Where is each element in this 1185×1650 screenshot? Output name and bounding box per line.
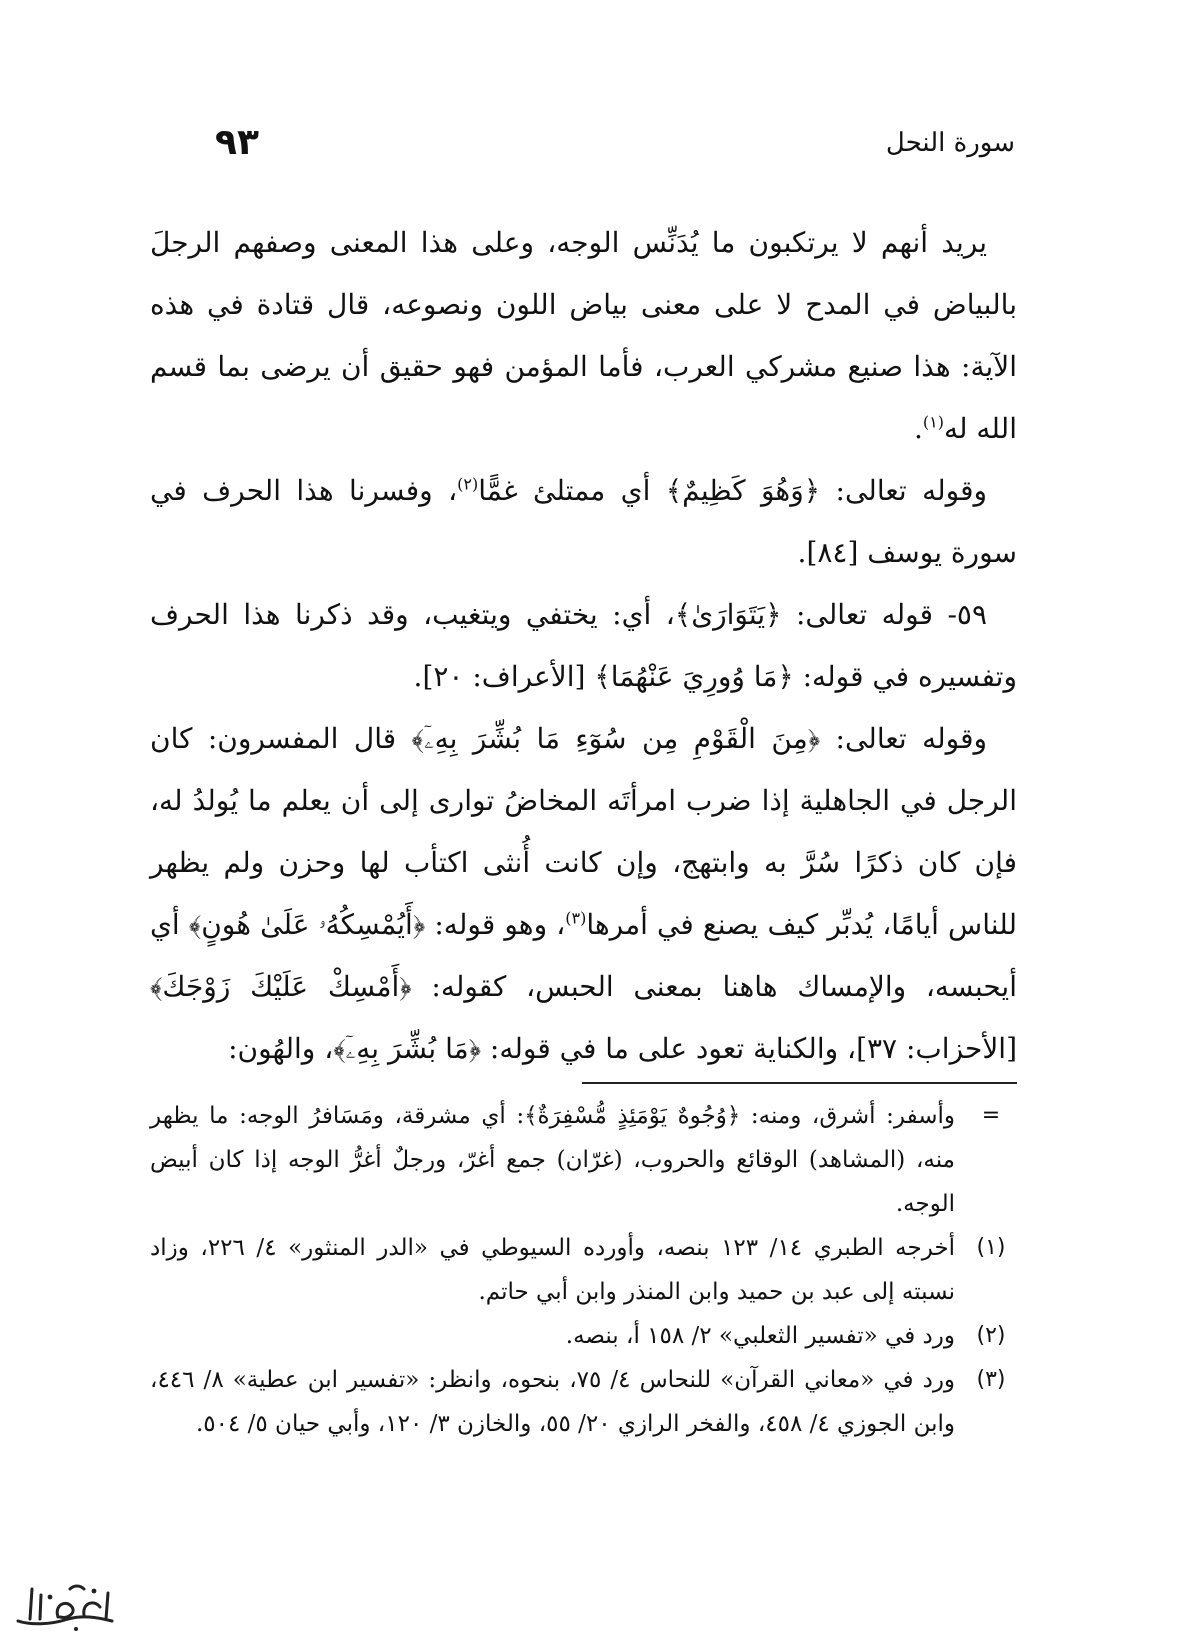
paragraph-text: ، وفسرنا هذا الحرف في سورة يوسف [٨٤]. [150, 474, 1017, 569]
paragraph [150, 212, 1017, 460]
paragraph-text: ٥٩- قوله تعالى: ﴿يَتَوَارَىٰ﴾، أي: يختفي ويتغيب، وقد ذكرنا هذا الحرف وتفسيره في قوله: ﴿مَا وُورِيَ عَنْهُمَا﴾ [الأعراف: ٢٠]. [150, 598, 1017, 693]
footnote-ref: (٢) [457, 474, 479, 494]
surah-name: سورة النحل [885, 128, 1015, 158]
footnote [150, 1358, 1017, 1446]
paragraph-text: ، وهو قوله: ﴿أَيُمْسِكُهُۥ عَلَىٰ هُونٍ﴾ أي أيحبسه، والإمساك هاهنا بمعنى الحبس، كقوله: ﴿أَمْسِكْ عَلَيْكَ زَوْجَكَ﴾ [الأحزاب: ٣٧]، والكناية تعود على ما في قوله: ﴿مَا بُشِّرَ بِهِۦٓ﴾، والهُون: [150, 908, 1017, 1065]
paragraph [150, 708, 1017, 1080]
footnote-mark: = [981, 1103, 1001, 1128]
publisher-logo [10, 1575, 122, 1635]
punctuation: . [913, 412, 923, 445]
footnote-mark: (٢) [976, 1323, 1006, 1348]
footnote-divider [582, 1082, 1017, 1084]
footnote-text: أخرجه الطبري ١٤/ ١٢٣ بنصه، وأورده السيوطي في «الدر المنثور» ٤/ ٢٢٦، وزاد نسبته إلى عبد بن حميد وابن المنذر وابن أبي حاتم. [150, 1235, 955, 1305]
footnote [150, 1314, 1017, 1358]
footnote-text: ورد في «معاني القرآن» للنحاس ٤/ ٧٥، بنحوه، وانظر: «تفسير ابن عطية» ٨/ ٤٤٦، وابن الجوزي ٤/ ٤٥٨، والفخر الرازي ٢٠/ ٥٥، والخازن ٣/ ١٢٠، وأبي حيان ٥/ ٥٠٤. [150, 1367, 956, 1437]
footnote-mark: (١) [976, 1235, 1006, 1260]
paragraph [150, 584, 1017, 708]
footnote [150, 1094, 1017, 1226]
paragraph-text: وقوله تعالى: ﴿وَهُوَ كَظِيمٌ﴾ أي ممتلئ غمًّا [478, 474, 987, 507]
footnotes [150, 1094, 1017, 1446]
footnote-text: وأسفر: أشرق، ومنه: ﴿وُجُوهٌ يَوْمَئِذٍ مُّسْفِرَةٌ﴾: أي مشرقة، ومَسَافرُ الوجه: ما يظهر منه، (المشاهد) الوقائع والحروب، (غرّان) جمع أغرّ، ورجلٌ أغرُّ الوجه إذا كان أبيض الوجه. [150, 1103, 955, 1217]
footnote-ref: (٣) [565, 908, 587, 928]
main-text [150, 212, 1017, 1080]
paragraph-text: يريد أنهم لا يرتكبون ما يُدَنِّس الوجه، وعلى هذا المعنى وصفهم الرجلَ بالبياض في المدح لا على معنى بياض اللون ونصوعه، قال قتادة في هذه الآية: هذا صنيع مشركي العرب، فأما المؤمن فهو حقيق أن يرضى بما قسم الله له [150, 226, 1017, 445]
page-number: ٩٣ [215, 122, 259, 163]
footnote-mark: (٣) [976, 1367, 1006, 1392]
footnote [150, 1226, 1017, 1314]
footnote-ref: (١) [922, 412, 944, 432]
footnote-text: ورد في «تفسير الثعلبي» ٢/ ١٥٨ أ، بنصه. [565, 1323, 955, 1349]
paragraph-text: وقوله تعالى: ﴿مِنَ الْقَوْمِ مِن سُوٓءِ مَا بُشِّرَ بِهِۦٓ﴾ قال المفسرون: كان الرجل في الجاهلية إذا ضرب امرأتَه المخاضُ توارى إلى أن يعلم ما يُولدُ له، فإن كان ذكرًا سُرَّ به وابتهج، وإن كانت أُنثى اكتأب لها وحزن ولم يظهر للناس أيامًا، يُدبِّر كيف يصنع في أمرها [150, 722, 1018, 941]
page-header [215, 122, 1015, 168]
paragraph [150, 460, 1017, 584]
